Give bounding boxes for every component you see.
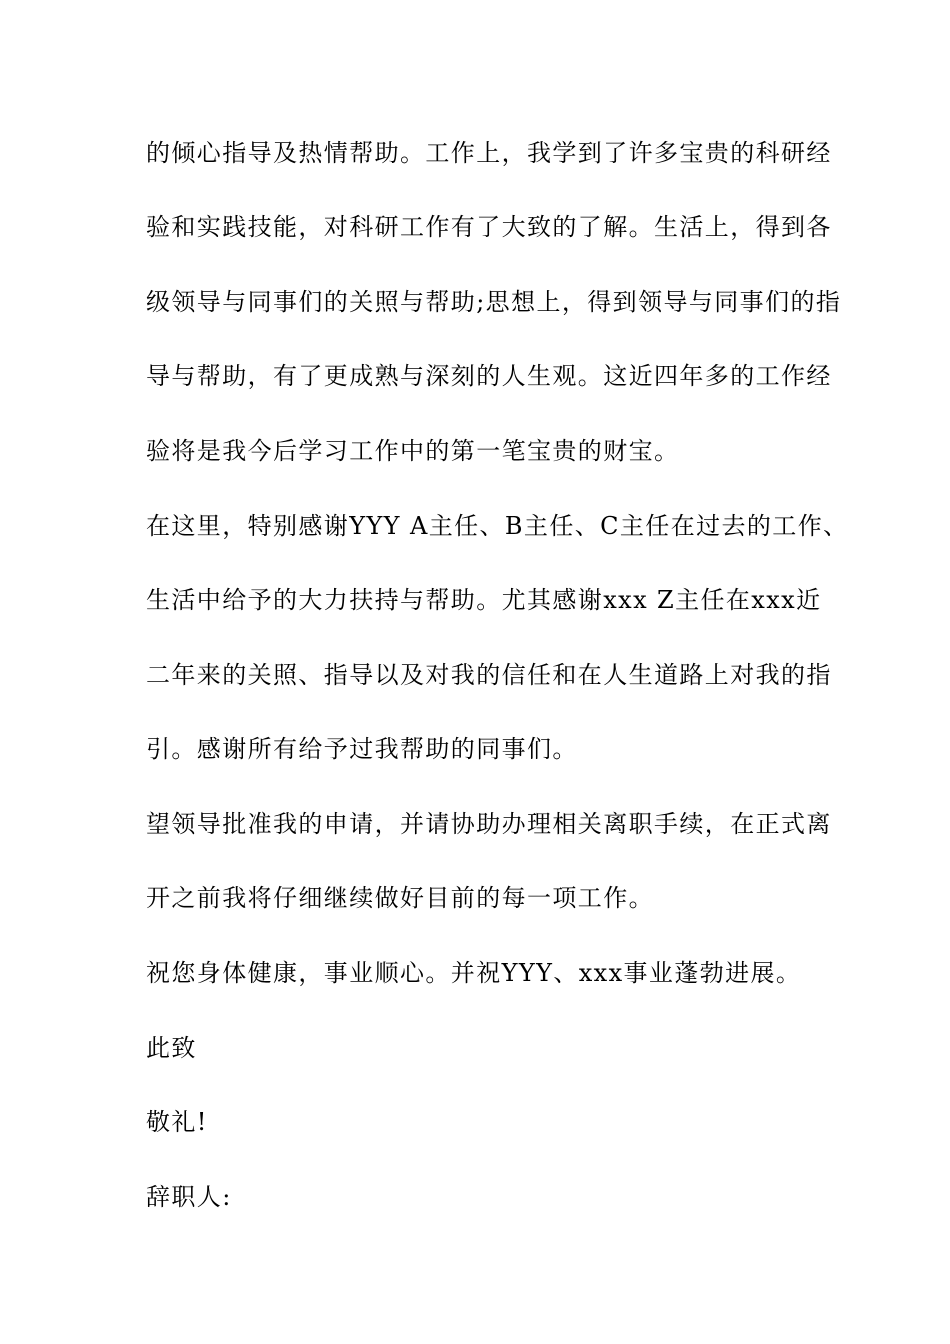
signature-label: 辞职人: bbox=[146, 1183, 232, 1211]
paragraph-3-line-2: 开之前我将仔细继续做好目前的每一项工作。 bbox=[146, 884, 654, 912]
paragraph-2-line-1: 在这里，特别感谢YYY A主任、B主任、C主任在过去的工作、 bbox=[146, 512, 849, 540]
salute-line: 敬礼! bbox=[146, 1108, 208, 1136]
paragraph-1-line-2: 验和实践技能，对科研工作有了大致的了解。生活上，得到各 bbox=[146, 213, 832, 241]
wishes-line: 祝您身体健康，事业顺心。并祝YYY、xxx事业蓬勃进展。 bbox=[146, 959, 802, 987]
paragraph-1-line-1: 的倾心指导及热情帮助。工作上，我学到了许多宝贵的科研经 bbox=[146, 139, 832, 167]
paragraph-1-line-3: 级领导与同事们的关照与帮助;思想上，得到领导与同事们的指 bbox=[146, 288, 842, 316]
closing-line: 此致 bbox=[146, 1034, 197, 1062]
paragraph-1-line-4: 导与帮助，有了更成熟与深刻的人生观。这近四年多的工作经 bbox=[146, 362, 832, 390]
paragraph-2-line-4: 引。感谢所有给予过我帮助的同事们。 bbox=[146, 735, 578, 763]
paragraph-1-line-5: 验将是我今后学习工作中的第一笔宝贵的财宝。 bbox=[146, 437, 680, 465]
paragraph-2-line-2: 生活中给予的大力扶持与帮助。尤其感谢xxx Z主任在xxx近 bbox=[146, 586, 822, 614]
paragraph-3-line-1: 望领导批准我的申请，并请协助办理相关离职手续，在正式离 bbox=[146, 810, 832, 838]
paragraph-2-line-3: 二年来的关照、指导以及对我的信任和在人生道路上对我的指 bbox=[146, 661, 832, 689]
